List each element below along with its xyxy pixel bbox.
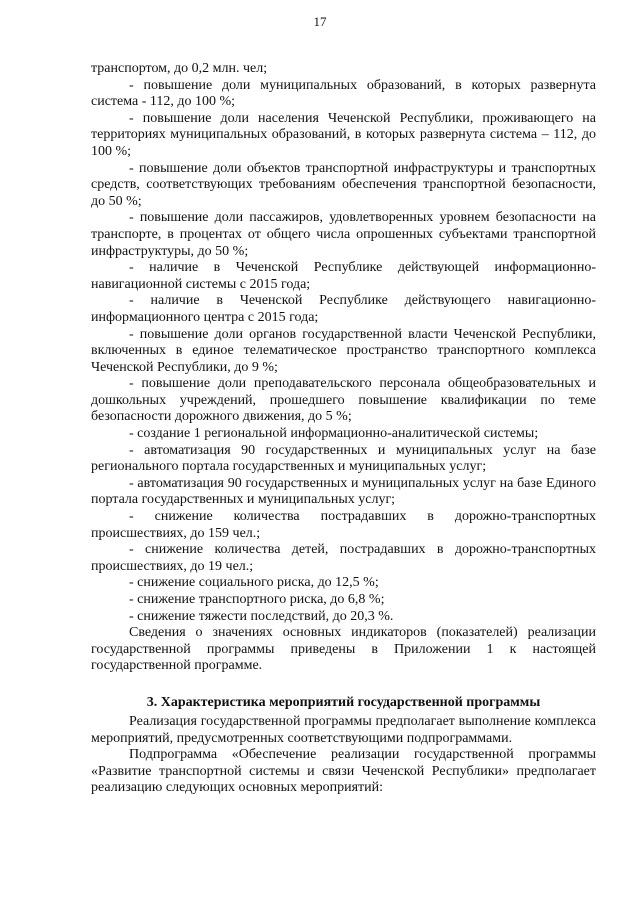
paragraph: Реализация государственной программы предполагает выполнение комплекса мероприятий, предусмотренных соответствующими подпрограммами. <box>91 713 596 746</box>
list-item: - повышение доли пассажиров, удовлетворенных уровнем безопасности на транспорте, в процентах от общего числа опрошенных субъектами транспортной инфраструктуры, до 50 %; <box>91 210 596 259</box>
list-item: - наличие в Чеченской Республике действующей информационно-навигационной системы с 2015 года; <box>91 260 596 292</box>
list-item: - автоматизация 90 государственных и муниципальных услуг на базе регионального портала государственных и муниципальных услуг; <box>91 442 596 475</box>
list-item: - снижение социального риска, до 12,5 %; <box>129 575 379 591</box>
list-item: - снижение количества пострадавших в дорожно-транспортных происшествиях, до 159 чел.; <box>91 509 596 541</box>
list-item: - снижение транспортного риска, до 6,8 %; <box>129 592 385 607</box>
list-item: - снижение тяжести последствий, до 20,3 %. <box>129 608 394 624</box>
list-item: - повышение доли муниципальных образований, в которых развернута система - 112, до 100 %; <box>91 77 596 110</box>
list-item: - автоматизация 90 государственных и муниципальных услуг на базе Единого портала государственных и муниципальных услуг; <box>91 475 596 508</box>
section-heading: 3. Характеристика мероприятий государственной программы <box>146 694 541 710</box>
list-item: - создание 1 региональной информационно-аналитической системы; <box>129 426 539 442</box>
list-item: - повышение доли населения Чеченской Республики, проживающего на территориях муниципальных образований, в которых развернута система – 112, до 100 %; <box>91 110 596 159</box>
list-item: - повышение доли объектов транспортной инфраструктуры и транспортных средств, соответствующих требованиям обеспечения транспортной безопасности, до 50 %; <box>91 160 596 209</box>
paragraph: транспортом, до 0,2 млн. чел; <box>91 61 268 76</box>
list-item: - повышение доли преподавательского персонала общеобразовательных и дошкольных учреждений, прошедшего повышение квалификации по теме безопасности дорожного движения, до 5 %; <box>91 376 596 425</box>
document-body <box>91 61 596 797</box>
paragraph: Сведения о значениях основных индикаторов (показателей) реализации государственной программы приведены в Приложении 1 к настоящей государственной программе. <box>91 625 596 674</box>
paragraph: Подпрограмма «Обеспечение реализации государственной программы «Развитие транспортной системы и связи Чеченской Республики» предполагает реализацию следующих основных мероприятий: <box>91 747 596 796</box>
page-number: 17 <box>313 14 327 29</box>
list-item: - повышение доли органов государственной власти Чеченской Республики, включенных в единое телематическое пространство транспортного комплекса Чеченской Республики, до 9 %; <box>91 326 596 375</box>
list-item: - наличие в Чеченской Республике действующего навигационно-информационного центра с 2015 года; <box>91 293 596 325</box>
list-item: - снижение количества детей, пострадавших в дорожно-транспортных происшествиях, до 19 чел.; <box>91 542 596 574</box>
